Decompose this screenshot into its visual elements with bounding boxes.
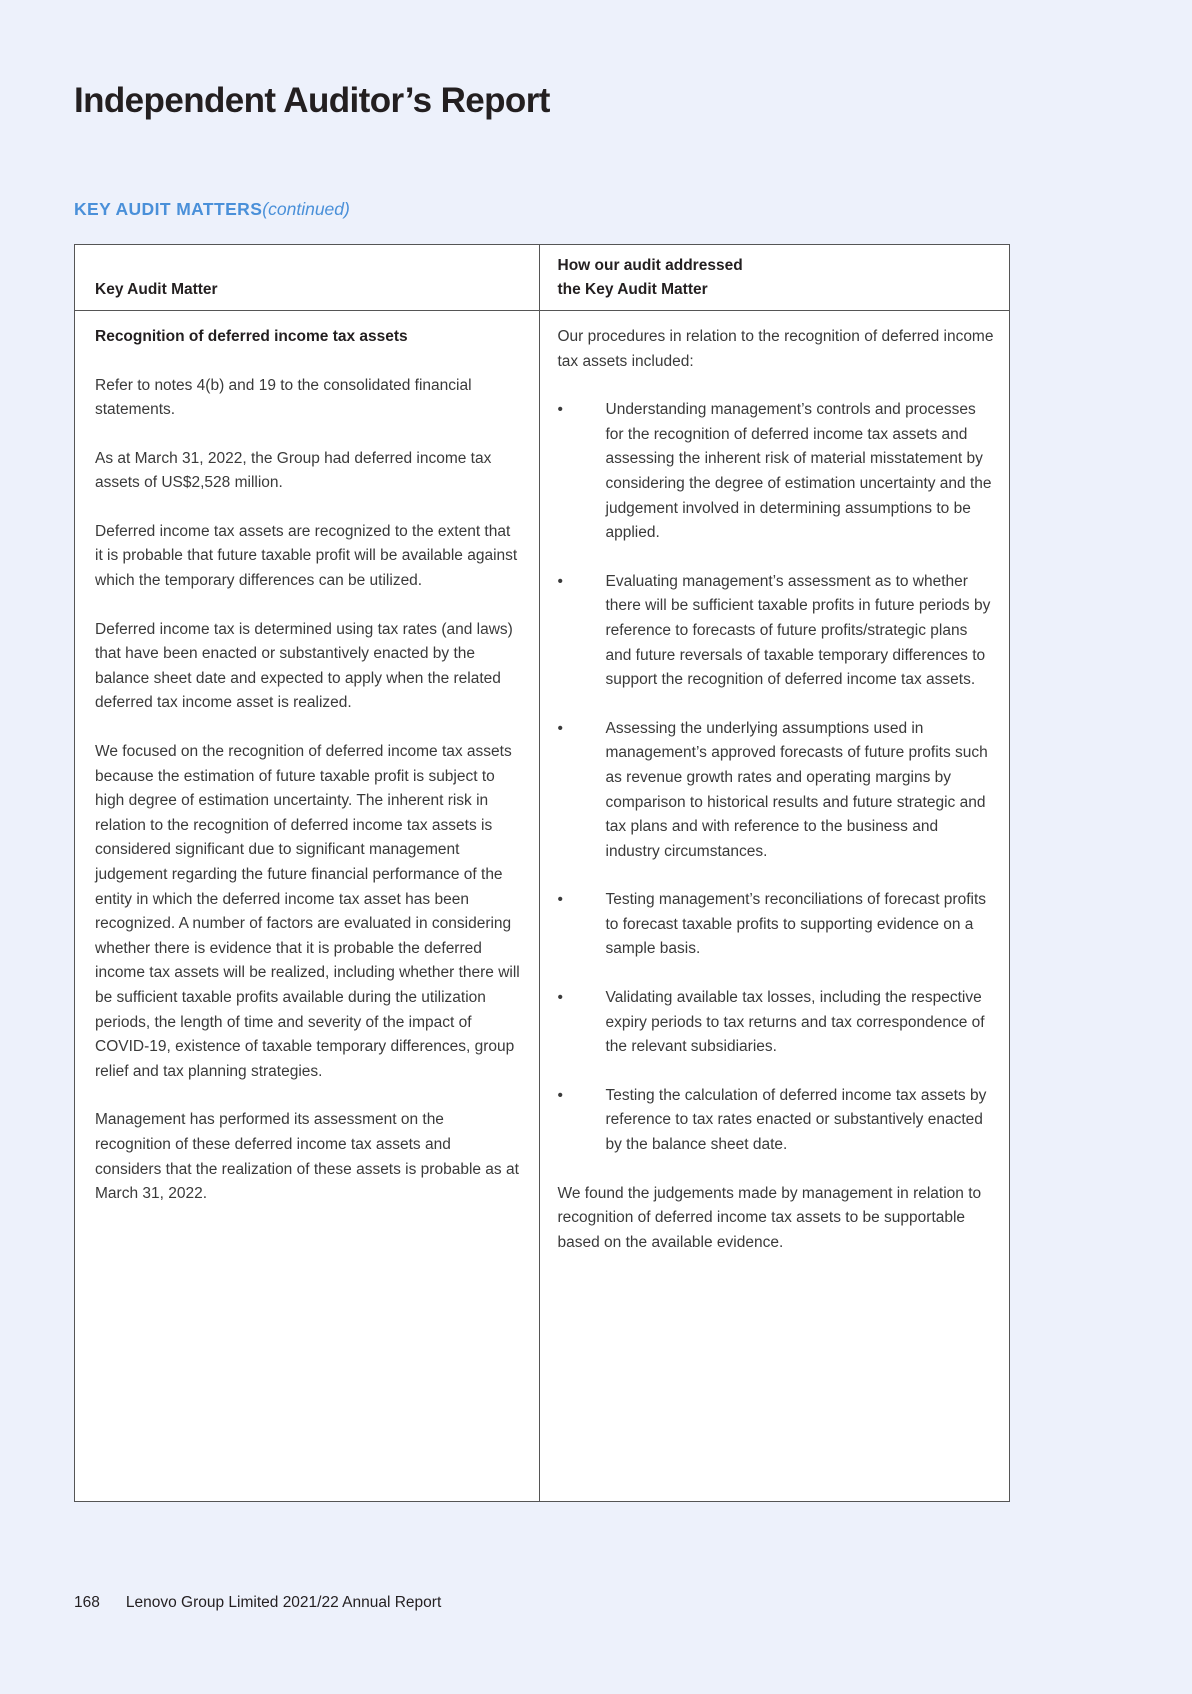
table-header-left [75, 245, 540, 310]
section-heading-label: KEY AUDIT MATTERS [74, 199, 263, 219]
footer-text: Lenovo Group Limited 2021/22 Annual Report [125, 1594, 442, 1611]
list-item-text: Testing management’s reconciliations of forecast profits to forecast taxable profits to supporting evidence on a sample basis. [605, 891, 987, 958]
table-header-right-line2: the Key Audit Matter [557, 281, 708, 298]
list-item-text: Understanding management’s controls and processes for the recognition of deferred income tax assets and assessing the inherent risk of material misstatement by considering the degree of estimation uncertainty and the judgement involved in determining assumptions to be applied. [605, 401, 992, 542]
response-closing: We found the judgements made by management in relation to recognition of deferred income tax assets to be supportable based on the available evidence. [557, 1184, 982, 1251]
table-header-row [75, 245, 1009, 311]
matter-paragraph: Refer to notes 4(b) and 19 to the consolidated financial statements. [95, 376, 472, 419]
list-item [558, 888, 996, 962]
section-heading [74, 199, 350, 220]
bullet-icon: • [557, 401, 563, 419]
matter-paragraph: Deferred income tax assets are recognized to the extent that it is probable that future taxable profit will be available against which the temporary differences can be utilized. [95, 522, 518, 590]
list-item-text: Evaluating management’s assessment as to whether there will be sufficient taxable profits in future periods by reference to forecasts of future profits/strategic plans and future reversals of taxable temporary differences to support the recognition of deferred income tax assets. [605, 572, 991, 689]
matter-paragraph: As at March 31, 2022, the Group had deferred income tax assets of US$2,528 million. [95, 449, 492, 492]
table-header-right [540, 245, 1010, 310]
key-audit-matters-table [74, 244, 1010, 1502]
list-item-text: Validating available tax losses, including the respective expiry periods to tax returns and tax correspondence of the relevant subsidiaries. [605, 989, 985, 1056]
table-body-row [75, 311, 1009, 1501]
list-item-text: Testing the calculation of deferred income tax assets by reference to tax rates enacted or substantively enacted by the balance sheet date. [605, 1086, 987, 1154]
response-bullet-list [558, 398, 996, 1157]
table-header-left-label: Key Audit Matter [95, 281, 218, 298]
list-item [558, 398, 996, 546]
bullet-icon: • [557, 989, 563, 1007]
list-item-text: Assessing the underlying assumptions used in management’s approved forecasts of future profits such as revenue growth rates and operating margins by comparison to historical results and future strategic and tax plans and with reference to the business and industry circumstances. [605, 719, 988, 860]
section-heading-continued: (continued) [262, 199, 350, 219]
matter-paragraph: We focused on the recognition of deferred income tax assets because the estimation of future taxable profit is subject to high degree of estimation uncertainty. The inherent risk in relation to the recognition of deferred income tax assets is considered significant due to significant management judgement regarding the future financial performance of the entity in which the deferred income tax asset has been recognized. A number of factors are evaluated in considering whether there is evidence that it is probable the deferred income tax assets will be realized, including whether there will be sufficient taxable profits available during the utilization periods, the length of time and severity of the impact of COVID-19, existence of taxable temporary differences, group relief and tax planning strategies. [95, 743, 520, 1080]
page-footer [74, 1594, 441, 1612]
bullet-icon: • [557, 572, 563, 590]
response-intro: Our procedures in relation to the recognition of deferred income tax assets included: [557, 328, 994, 370]
list-item [558, 1084, 996, 1158]
bullet-icon: • [557, 719, 563, 737]
list-item [558, 717, 996, 865]
bullet-icon: • [557, 1086, 563, 1104]
matter-subheading: Recognition of deferred income tax assets [95, 328, 408, 345]
list-item [558, 570, 996, 693]
matter-paragraph: Management has performed its assessment on the recognition of these deferred income tax assets and considers that the realization of these assets is probable as at March 31, 2022. [95, 1111, 519, 1203]
page-number: 168 [74, 1594, 100, 1611]
bullet-icon: • [557, 891, 563, 909]
matter-paragraph: Deferred income tax is determined using tax rates (and laws) that have been enacted or substantively enacted by the balance sheet date and expected to apply when the related deferred tax income asset is realized. [95, 620, 513, 712]
page-title: Independent Auditor’s Report [74, 81, 550, 121]
list-item [558, 986, 996, 1060]
audit-response-cell [540, 311, 1010, 1501]
table-header-right-line1: How our audit addressed [557, 257, 743, 274]
key-audit-matter-cell [75, 311, 540, 1501]
